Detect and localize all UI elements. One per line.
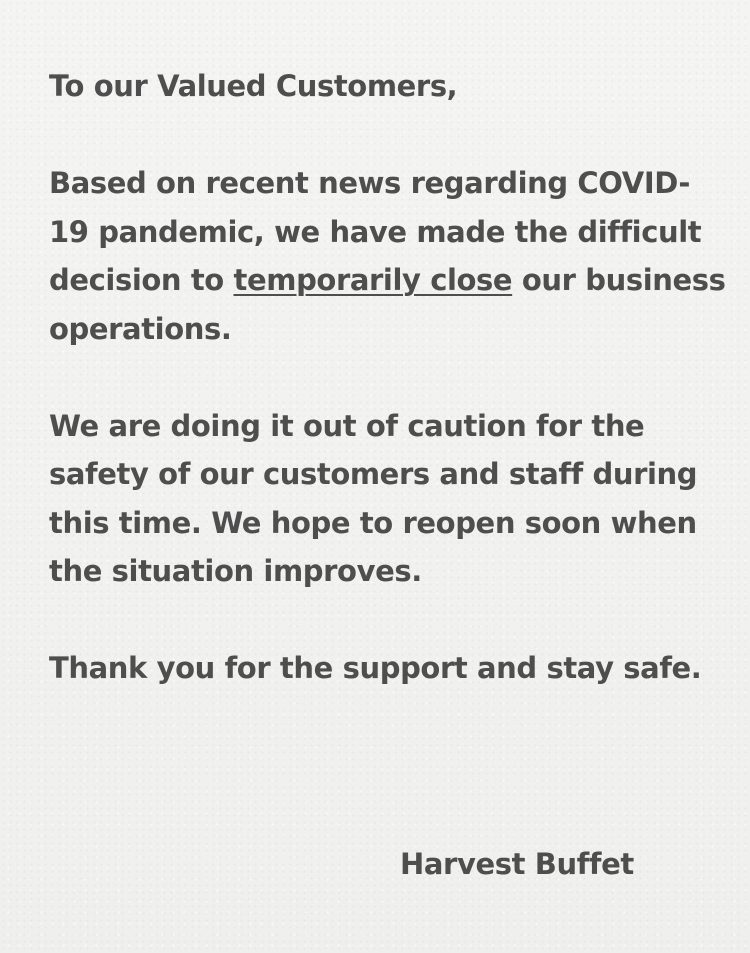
- paragraph-spacer: [49, 353, 729, 402]
- paragraph1-text-start: Based on recent news regarding COVID-19 pandemic, we have made the difficult decision to: [49, 166, 702, 297]
- closing-line: Thank you for the support and stay safe.: [49, 651, 702, 685]
- paragraph1-text-end: our business operations.: [49, 263, 726, 346]
- temporarily-close-emphasis: temporarily close: [233, 263, 513, 297]
- paragraph-caution: We are doing it out of caution for the safety of our customers and staff during this time. We hope to reopen soon when the situation improves.: [49, 408, 698, 588]
- greeting: To our Valued Customers,: [49, 69, 458, 103]
- paragraph-spacer: [49, 596, 729, 645]
- closure-notice: [49, 62, 729, 693]
- signature: Harvest Buffet: [400, 847, 634, 881]
- paragraph-closure-announcement: [49, 159, 729, 353]
- paragraph-spacer: [49, 111, 729, 160]
